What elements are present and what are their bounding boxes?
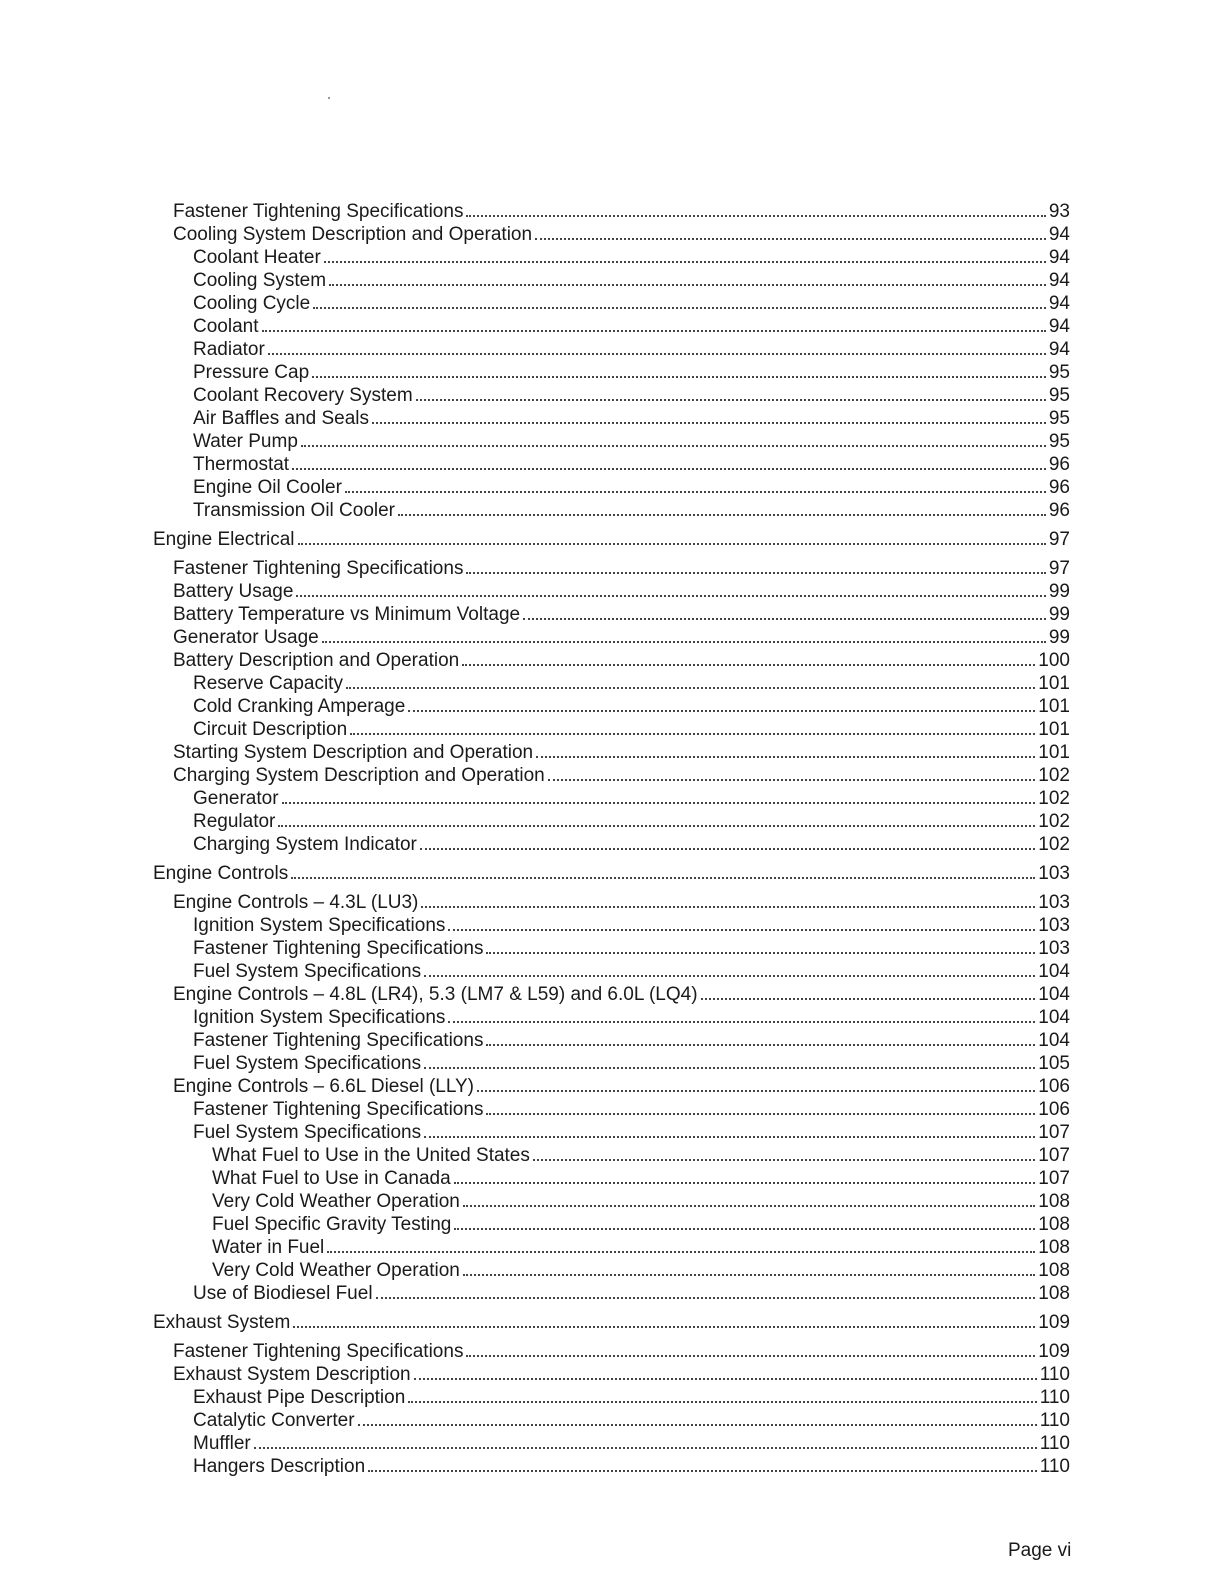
- dot-leader: [298, 527, 1046, 545]
- toc-section-entry[interactable]: [0, 861, 1224, 884]
- dot-leader: [462, 648, 1035, 666]
- toc-entry-page: 95: [1048, 431, 1070, 452]
- toc-entry[interactable]: [0, 1235, 1224, 1258]
- toc-entry-title: Engine Controls: [153, 863, 289, 884]
- toc-entry[interactable]: [0, 809, 1224, 832]
- toc-entry[interactable]: [0, 1454, 1224, 1477]
- toc-entry-title: Battery Description and Operation: [173, 650, 460, 671]
- dot-leader: [329, 268, 1046, 286]
- toc-entry[interactable]: [0, 1385, 1224, 1408]
- toc-entry-title: Thermostat: [193, 454, 290, 475]
- dot-leader: [312, 360, 1046, 378]
- toc-entry-page: 96: [1048, 477, 1070, 498]
- dot-leader: [414, 1362, 1037, 1380]
- toc-entry-page: 101: [1038, 696, 1070, 717]
- dot-leader: [463, 1258, 1035, 1276]
- dot-leader: [268, 337, 1046, 355]
- dot-leader: [322, 625, 1046, 643]
- toc-entry-page: 99: [1048, 627, 1070, 648]
- toc-entry-page: 102: [1038, 811, 1070, 832]
- toc-entry-title: Regulator: [193, 811, 276, 832]
- toc-entry-page: 108: [1038, 1283, 1070, 1304]
- toc-entry-page: 109: [1038, 1341, 1070, 1362]
- dot-leader: [548, 763, 1036, 781]
- toc-entry-page: 95: [1048, 408, 1070, 429]
- toc-entry-page: 110: [1039, 1387, 1070, 1408]
- toc-entry-title: Battery Usage: [173, 581, 294, 602]
- dot-leader: [345, 475, 1046, 493]
- toc-entry[interactable]: [0, 1143, 1224, 1166]
- table-of-contents: [0, 199, 1224, 1477]
- toc-entry[interactable]: [0, 579, 1224, 602]
- toc-entry-page: 107: [1038, 1122, 1070, 1143]
- toc-entry[interactable]: [0, 717, 1224, 740]
- toc-entry-page: 94: [1048, 224, 1070, 245]
- toc-entry[interactable]: [0, 625, 1224, 648]
- toc-entry-title: What Fuel to Use in Canada: [212, 1168, 451, 1189]
- toc-entry-title: Cooling System Description and Operation: [173, 224, 533, 245]
- dot-leader: [313, 291, 1046, 309]
- toc-entry[interactable]: [0, 314, 1224, 337]
- toc-entry[interactable]: [0, 245, 1224, 268]
- toc-entry-title: Water in Fuel: [212, 1237, 325, 1258]
- toc-entry-page: 101: [1038, 719, 1070, 740]
- dot-leader: [372, 406, 1046, 424]
- toc-entry-page: 103: [1038, 915, 1070, 936]
- toc-entry-title: Circuit Description: [193, 719, 348, 740]
- dot-leader: [466, 199, 1045, 217]
- toc-entry[interactable]: [0, 337, 1224, 360]
- toc-entry[interactable]: [0, 429, 1224, 452]
- toc-entry[interactable]: [0, 498, 1224, 521]
- toc-entry-title: Fastener Tightening Specifications: [173, 558, 464, 579]
- toc-entry-title: What Fuel to Use in the United States: [212, 1145, 530, 1166]
- toc-entry-page: 101: [1038, 742, 1070, 763]
- toc-entry-title: Ignition System Specifications: [193, 915, 446, 936]
- toc-entry[interactable]: [0, 556, 1224, 579]
- dot-leader: [424, 1051, 1035, 1069]
- toc-entry-page: 107: [1038, 1168, 1070, 1189]
- toc-entry-page: 99: [1048, 604, 1070, 625]
- toc-entry-page: 95: [1048, 362, 1070, 383]
- toc-entry[interactable]: [0, 1005, 1224, 1028]
- toc-entry-title: Use of Biodiesel Fuel: [193, 1283, 373, 1304]
- toc-entry-title: Coolant Recovery System: [193, 385, 413, 406]
- dot-leader: [282, 786, 1036, 804]
- toc-entry[interactable]: [0, 291, 1224, 314]
- dot-leader: [416, 383, 1046, 401]
- toc-section-entry[interactable]: [0, 1310, 1224, 1333]
- dot-leader: [291, 861, 1035, 879]
- toc-entry-title: Fastener Tightening Specifications: [173, 201, 464, 222]
- dot-leader: [398, 498, 1046, 516]
- toc-entry-title: Radiator: [193, 339, 265, 360]
- dot-leader: [293, 1310, 1035, 1328]
- toc-entry-page: 93: [1048, 201, 1070, 222]
- toc-entry-title: Water Pump: [193, 431, 298, 452]
- toc-entry[interactable]: [0, 1166, 1224, 1189]
- dot-leader: [535, 222, 1046, 240]
- toc-entry-page: 96: [1048, 500, 1070, 521]
- toc-entry-page: 108: [1038, 1237, 1070, 1258]
- toc-entry[interactable]: [0, 1212, 1224, 1235]
- dot-leader: [454, 1166, 1036, 1184]
- toc-entry[interactable]: [0, 199, 1224, 222]
- toc-section-entry[interactable]: [0, 527, 1224, 550]
- toc-entry-title: Pressure Cap: [193, 362, 310, 383]
- toc-entry[interactable]: [0, 452, 1224, 475]
- toc-entry-page: 110: [1039, 1410, 1070, 1431]
- toc-entry-page: 94: [1048, 293, 1070, 314]
- toc-entry-page: 108: [1038, 1191, 1070, 1212]
- dot-leader: [324, 245, 1046, 263]
- dot-leader: [408, 1385, 1036, 1403]
- dot-leader: [301, 429, 1046, 447]
- toc-entry-title: Hangers Description: [193, 1456, 366, 1477]
- dot-leader: [486, 1097, 1035, 1115]
- toc-entry-page: 108: [1038, 1214, 1070, 1235]
- toc-entry[interactable]: [0, 1408, 1224, 1431]
- toc-entry-title: Fastener Tightening Specifications: [193, 1030, 484, 1051]
- toc-entry-title: Engine Controls – 4.3L (LU3): [173, 892, 419, 913]
- toc-entry[interactable]: [0, 1431, 1224, 1454]
- toc-entry-page: 100: [1038, 650, 1070, 671]
- dot-leader: [466, 1339, 1035, 1357]
- toc-entry-title: Fuel System Specifications: [193, 1122, 422, 1143]
- toc-entry-title: Ignition System Specifications: [193, 1007, 446, 1028]
- toc-entry-title: Fastener Tightening Specifications: [193, 1099, 484, 1120]
- dot-leader: [408, 694, 1035, 712]
- toc-entry[interactable]: [0, 982, 1224, 1005]
- dot-leader: [296, 579, 1045, 597]
- toc-entry-title: Engine Oil Cooler: [193, 477, 342, 498]
- dot-leader: [448, 913, 1035, 931]
- toc-entry[interactable]: [0, 671, 1224, 694]
- dot-leader: [486, 936, 1035, 954]
- dot-leader: [420, 832, 1035, 850]
- toc-entry-page: 103: [1038, 938, 1070, 959]
- toc-entry-page: 97: [1048, 558, 1070, 579]
- toc-entry-title: Charging System Indicator: [193, 834, 417, 855]
- toc-entry-title: Coolant: [193, 316, 259, 337]
- toc-entry[interactable]: [0, 1051, 1224, 1074]
- toc-entry-title: Reserve Capacity: [193, 673, 343, 694]
- dot-leader: [278, 809, 1035, 827]
- toc-entry[interactable]: [0, 832, 1224, 855]
- toc-entry-title: Very Cold Weather Operation: [212, 1191, 460, 1212]
- toc-entry-title: Air Baffles and Seals: [193, 408, 370, 429]
- toc-entry-page: 101: [1038, 673, 1070, 694]
- toc-entry[interactable]: [0, 360, 1224, 383]
- toc-entry-title: Catalytic Converter: [193, 1410, 355, 1431]
- dot-leader: [533, 1143, 1035, 1161]
- dot-leader: [421, 890, 1035, 908]
- toc-entry-page: 104: [1038, 1007, 1070, 1028]
- toc-entry-page: 97: [1048, 529, 1070, 550]
- toc-entry-title: Fuel Specific Gravity Testing: [212, 1214, 452, 1235]
- toc-entry-page: 105: [1038, 1053, 1070, 1074]
- dot-leader: [254, 1431, 1037, 1449]
- toc-entry-title: Coolant Heater: [193, 247, 321, 268]
- toc-entry-title: Fuel System Specifications: [193, 961, 422, 982]
- toc-entry-page: 99: [1048, 581, 1070, 602]
- dot-leader: [536, 740, 1035, 758]
- toc-entry[interactable]: [0, 936, 1224, 959]
- toc-entry-title: Generator Usage: [173, 627, 319, 648]
- toc-entry-title: Engine Controls – 6.6L Diesel (LLY): [173, 1076, 474, 1097]
- toc-entry[interactable]: [0, 1028, 1224, 1051]
- toc-entry-title: Transmission Oil Cooler: [193, 500, 396, 521]
- toc-entry[interactable]: [0, 786, 1224, 809]
- toc-entry-page: 94: [1048, 316, 1070, 337]
- toc-entry[interactable]: [0, 648, 1224, 671]
- toc-entry[interactable]: [0, 1339, 1224, 1362]
- toc-entry[interactable]: [0, 1120, 1224, 1143]
- page-number: Page vi: [1008, 1540, 1072, 1561]
- dot-leader: [701, 982, 1036, 1000]
- toc-entry-page: 95: [1048, 385, 1070, 406]
- dot-leader: [424, 959, 1035, 977]
- toc-entry-page: 102: [1038, 788, 1070, 809]
- toc-entry-title: Cooling System: [193, 270, 327, 291]
- toc-entry[interactable]: [0, 475, 1224, 498]
- toc-entry[interactable]: [0, 1258, 1224, 1281]
- dot-leader: [523, 602, 1046, 620]
- toc-entry-page: 104: [1038, 1030, 1070, 1051]
- toc-entry-title: Fuel System Specifications: [193, 1053, 422, 1074]
- toc-entry-title: Starting System Description and Operation: [173, 742, 534, 763]
- toc-entry[interactable]: [0, 383, 1224, 406]
- toc-entry[interactable]: [0, 1281, 1224, 1304]
- dot-leader: [292, 452, 1046, 470]
- toc-entry-page: 96: [1048, 454, 1070, 475]
- dot-leader: [463, 1189, 1035, 1207]
- dot-leader: [346, 671, 1035, 689]
- dot-leader: [350, 717, 1035, 735]
- toc-entry-title: Fastener Tightening Specifications: [173, 1341, 464, 1362]
- toc-entry[interactable]: [0, 268, 1224, 291]
- toc-entry-title: Exhaust System Description: [173, 1364, 411, 1385]
- dot-leader: [454, 1212, 1035, 1230]
- toc-entry-page: 106: [1038, 1099, 1070, 1120]
- toc-entry[interactable]: [0, 1074, 1224, 1097]
- toc-entry-page: 103: [1038, 863, 1070, 884]
- toc-entry-page: 106: [1038, 1076, 1070, 1097]
- toc-entry-page: 104: [1038, 961, 1070, 982]
- toc-entry-page: 104: [1038, 984, 1070, 1005]
- dot-leader: [466, 556, 1045, 574]
- toc-entry-page: 110: [1039, 1364, 1070, 1385]
- toc-entry[interactable]: [0, 222, 1224, 245]
- toc-entry[interactable]: [0, 740, 1224, 763]
- toc-entry-title: Battery Temperature vs Minimum Voltage: [173, 604, 521, 625]
- dot-leader: [368, 1454, 1037, 1472]
- toc-entry-page: 102: [1038, 765, 1070, 786]
- toc-entry-title: Cooling Cycle: [193, 293, 311, 314]
- toc-entry-page: 108: [1038, 1260, 1070, 1281]
- dot-leader: [376, 1281, 1036, 1299]
- dot-leader: [424, 1120, 1035, 1138]
- toc-entry[interactable]: [0, 602, 1224, 625]
- toc-entry-page: 94: [1048, 247, 1070, 268]
- toc-entry[interactable]: [0, 890, 1224, 913]
- toc-entry[interactable]: [0, 694, 1224, 717]
- toc-entry-title: Exhaust System: [153, 1312, 291, 1333]
- toc-entry-title: Exhaust Pipe Description: [193, 1387, 406, 1408]
- toc-entry-title: Charging System Description and Operation: [173, 765, 545, 786]
- toc-entry-title: Engine Controls – 4.8L (LR4), 5.3 (LM7 & L59) and 6.0L (LQ4): [173, 984, 698, 1005]
- toc-entry[interactable]: [0, 913, 1224, 936]
- toc-entry-page: 110: [1039, 1433, 1070, 1454]
- toc-entry-page: 102: [1038, 834, 1070, 855]
- toc-entry-title: Very Cold Weather Operation: [212, 1260, 460, 1281]
- toc-entry[interactable]: [0, 1097, 1224, 1120]
- toc-entry-page: 109: [1038, 1312, 1070, 1333]
- toc-entry-page: 94: [1048, 339, 1070, 360]
- toc-entry-page: 107: [1038, 1145, 1070, 1166]
- toc-entry-title: Fastener Tightening Specifications: [193, 938, 484, 959]
- dot-leader: [448, 1005, 1035, 1023]
- toc-entry-page: 103: [1038, 892, 1070, 913]
- toc-entry-title: Muffler: [193, 1433, 251, 1454]
- dot-leader: [327, 1235, 1035, 1253]
- toc-entry-title: Generator: [193, 788, 279, 809]
- dot-leader: [477, 1074, 1035, 1092]
- toc-entry-page: 94: [1048, 270, 1070, 291]
- toc-entry[interactable]: [0, 1362, 1224, 1385]
- toc-entry-title: Engine Electrical: [153, 529, 295, 550]
- toc-entry[interactable]: [0, 406, 1224, 429]
- toc-entry-title: Cold Cranking Amperage: [193, 696, 406, 717]
- dot-leader: [486, 1028, 1035, 1046]
- dot-leader: [358, 1408, 1037, 1426]
- toc-entry[interactable]: [0, 763, 1224, 786]
- dot-leader: [262, 314, 1046, 332]
- toc-entry[interactable]: [0, 959, 1224, 982]
- toc-entry-page: 110: [1039, 1456, 1070, 1477]
- scan-speck: [328, 97, 330, 99]
- toc-entry[interactable]: [0, 1189, 1224, 1212]
